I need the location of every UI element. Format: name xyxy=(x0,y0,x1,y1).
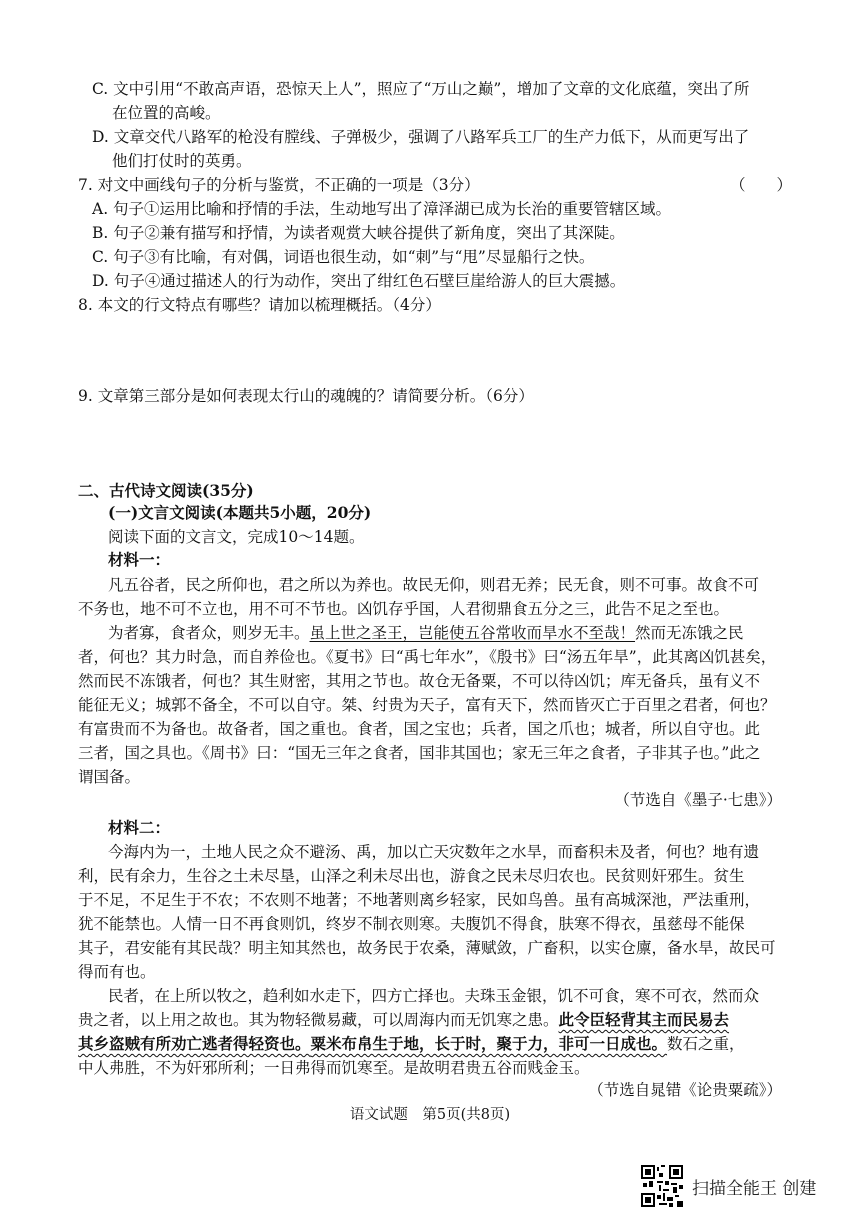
q7-option-d: D. 句子④通过描述人的行为动作，突出了绀红色石壁巨崖给游人的巨大震撼。 xyxy=(92,272,626,290)
material-two-source: （节选自晁错《论贵粟疏》） xyxy=(588,1081,782,1099)
q6-option-d-line2: 他们打仗时的英勇。 xyxy=(112,152,252,170)
m1-p2-line1-end: 然而无冻饿之民 xyxy=(635,624,744,642)
page-footer: 语文试题 第5页(共8页) xyxy=(349,1107,511,1123)
m2-p2-line2-start: 贵之者，以上用之故也。其为物轻微易藏，可以周海内而无饥寒之患。 xyxy=(78,1011,559,1029)
q6-option-d-line1: D. 文章交代八路军的枪没有膛线、子弹极少，强调了八路军兵工厂的生产力低下，从而更写出了 xyxy=(92,128,750,146)
wavy-underlined-sentence-c: 粟米布帛生于地，长于时，聚于力，非可一日成也。 xyxy=(310,1034,668,1053)
q7-option-c: C. 句子③有比喻，有对偶，词语也很生动，如“刺”与“甩”尽显船行之快。 xyxy=(92,248,595,266)
section-title: 二、古代诗文阅读(35分) xyxy=(78,481,254,500)
m1-p2-line1-start: 为者寡，食者众，则岁无丰。 xyxy=(108,624,310,642)
m1-p2-line1 xyxy=(108,623,744,643)
m2-p2-line3 xyxy=(78,1034,745,1054)
q6-option-c-line1: C. 文中引用“不敢高声语，恐惊天上人”，照应了“万山之巅”，增加了文章的文化底蕴，突出了所 xyxy=(92,80,750,98)
q8-stem: 8. 本文的行文特点有哪些？请加以梳理概括。（4分） xyxy=(78,296,441,314)
m1-p2-line3: 然而民不冻饿者，何也？其生财密，其用之节也。故仓无备粟，不可以待凶饥；库无备兵，虽有义不 xyxy=(78,672,761,690)
m1-p1-line1: 凡五谷者，民之所仰也，君之所以为养也。故民无仰，则君无养；民无食，则不可事。故食不可 xyxy=(108,576,760,594)
material-one-label: 材料一： xyxy=(108,550,171,569)
m1-p2-line2: 者，何也？其力时急，而自养俭也。《夏书》曰“禹七年水”，《殷书》曰“汤五年旱”，此其离凶饥甚矣， xyxy=(78,648,777,666)
m1-p2-line6: 三者，国之具也。《周书》曰：“国无三年之食者，国非其国也；家无三年之食者，子非其子也。”此之 xyxy=(78,744,761,762)
material-two-label: 材料二： xyxy=(108,818,171,837)
m2-p2-line1: 民者，在上所以牧之，趋利如水走下，四方亡择也。夫珠玉金银，饥不可食，寒不可衣，然而众 xyxy=(108,987,760,1005)
underlined-sentence-1: 虽上世之圣王，岂能使五谷常收而旱水不至哉！ xyxy=(309,624,636,642)
m2-p1-line2: 利，民有余力，生谷之土未尽垦，山泽之利未尽出也，游食之民未尽归农也。民贫则奸邪生。贫生 xyxy=(78,867,745,885)
m1-p2-line5: 有富贵而不为备也。故备者，国之重也。食者，国之宝也；兵者，国之爪也；城者，所以自守也。此 xyxy=(78,720,761,738)
wavy-underlined-sentence-a: 此令臣轻背其主而民易去 xyxy=(558,1010,730,1029)
q7-stem: 7. 对文中画线句子的分析与鉴赏，不正确的一项是（3分） xyxy=(78,176,480,194)
subsection-title: (一)文言文阅读(本题共5小题，20分) xyxy=(108,503,372,522)
m2-p1-line1: 今海内为一，土地人民之众不避汤、禹，加以亡天灾数年之水旱，而畜积未及者，何也？地有遗 xyxy=(108,843,760,861)
m2-p1-line6: 得而有也。 xyxy=(78,963,156,981)
m2-p2-line3-end: 数石之重， xyxy=(667,1035,745,1053)
m1-p2-line7: 谓国备。 xyxy=(78,768,141,786)
q7-option-a: A. 句子①运用比喻和抒情的手法，生动地写出了漳泽湖已成为长治的重要管辖区域。 xyxy=(92,200,672,218)
m2-p2-line4: 中人弗胜，不为奸邪所利；一日弗得而饥寒至。是故明君贵五谷而贱金玉。 xyxy=(78,1059,590,1077)
q9-stem: 9. 文章第三部分是如何表现太行山的魂魄的？请简要分析。（6分） xyxy=(78,387,534,405)
wavy-underlined-sentence-b: 其乡盗贼有所劝亡逃者得轻资也。 xyxy=(78,1034,311,1053)
m2-p1-line3: 于不足，不足生于不农；不农则不地著；不地著则离乡轻家，民如鸟兽。虽有高城深池，严法重刑， xyxy=(78,891,761,909)
q7-answer-bracket: （ ） xyxy=(730,176,793,194)
q6-option-c-line2: 在位置的高峻。 xyxy=(112,104,221,122)
m1-p2-line4: 能征无义；城郭不备全，不可以自守。桀、纣贵为天子，富有天下，然而皆灭亡于百里之君者，何也？ xyxy=(78,696,776,714)
qr-code-icon xyxy=(641,1165,683,1207)
m2-p1-line4: 犹不能禁也。人情一日不再食则饥，终岁不制衣则寒。夫腹饥不得食，肤寒不得衣，虽慈母不能保 xyxy=(78,915,745,933)
m2-p1-line5: 其子，君安能有其民哉？明主知其然也，故务民于农桑，薄赋敛，广畜积，以实仓廪，备水旱，故民可 xyxy=(78,939,776,957)
m2-p2-line2 xyxy=(78,1010,729,1030)
m1-p1-line2: 不务也，地不可不立也，用不可不节也。凶饥存乎国，人君彻鼎食五分之三，此告不足之至也。 xyxy=(78,600,730,618)
q7-option-b: B. 句子②兼有描写和抒情，为读者观赏大峡谷提供了新角度，突出了其深陡。 xyxy=(92,224,625,242)
material-one-source: （节选自《墨子·七患》） xyxy=(614,791,782,809)
scanner-watermark: 扫描全能王 创建 xyxy=(692,1179,817,1199)
reading-instructions: 阅读下面的文言文，完成10～14题。 xyxy=(108,528,365,546)
